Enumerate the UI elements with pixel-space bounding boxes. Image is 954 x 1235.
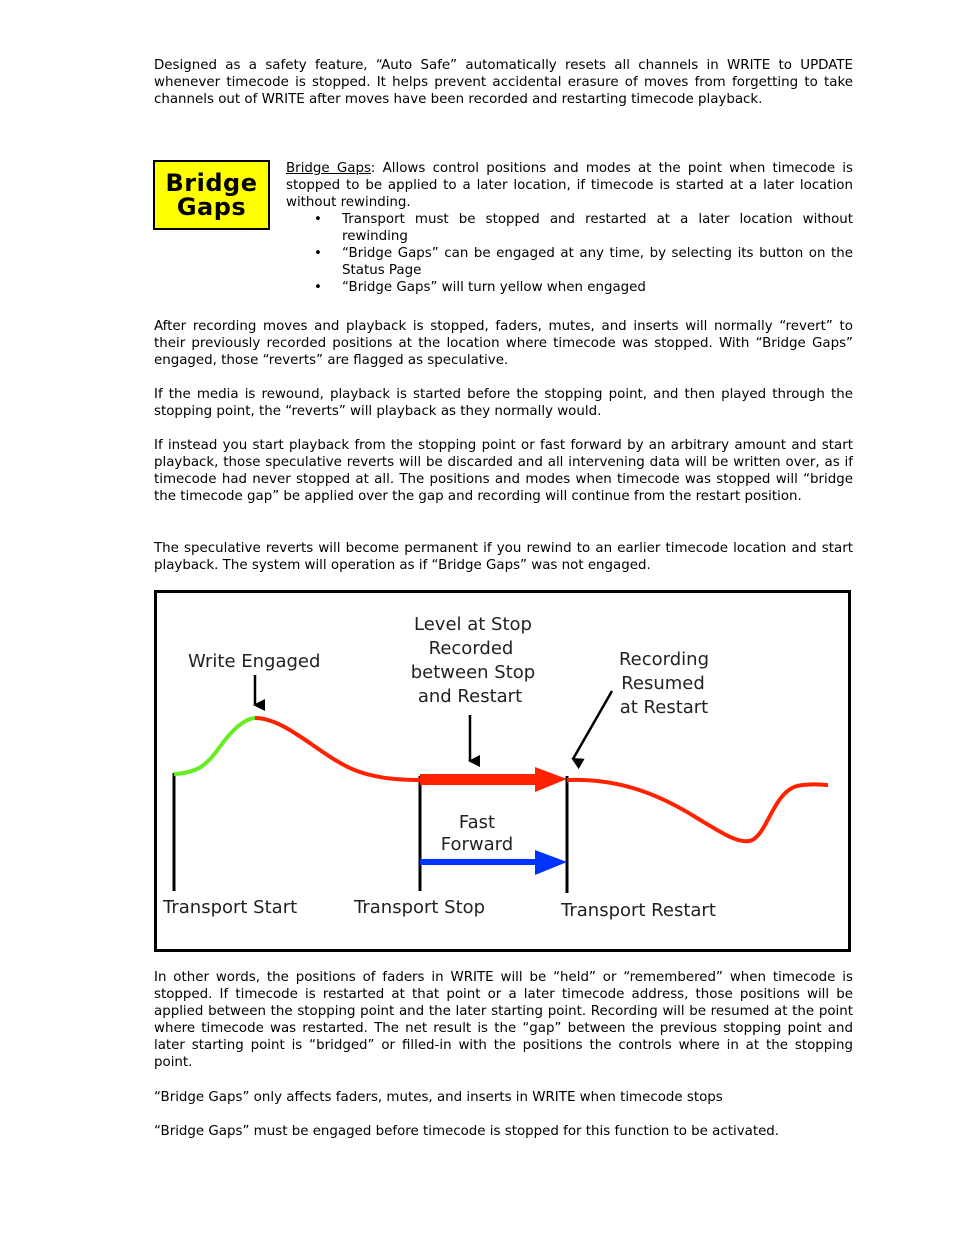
other-words-paragraph: In other words, the positions of faders in WRITE will be “held” or “remembered” when timecode is stopped. If timecode is restarted at that point or a later timecode address, those positions will be applied between the stopping point and the later starting point. Recording will be resumed at the point where timecode was restarted. The net result is the “gap” between the previous stopping point and later starting point is “bridged” or filled-in with the positions the controls where in at the stopping point. — [154, 970, 853, 1070]
resumed-curve-segment — [567, 780, 828, 841]
instead-paragraph: If instead you start playback from the stopping point or fast forward by an arbitrary amount and start playback, those speculative reverts will be discarded and all intervening data will be written over, as if timecode had never stopped at all. The positions and modes when timecode was stopped will “bridge the timecode gap” be applied over the gap and recording will continue from the restart position. — [154, 438, 853, 504]
recording-resumed-pointer — [573, 691, 612, 759]
permanent-paragraph: The speculative reverts will become permanent if you rewind to an earlier timecode location and start playback. The system will operation as if “Bridge Gaps” was not engaged. — [154, 541, 853, 573]
diagram-canvas — [157, 593, 848, 949]
bridge-gaps-description — [286, 160, 853, 211]
transport-start-label: Transport Start — [163, 897, 298, 918]
bridge-gaps-button-line1: Bridge — [165, 169, 258, 197]
list-item: • “Bridge Gaps” will turn yellow when engaged — [314, 280, 646, 295]
must-engage-paragraph: “Bridge Gaps” must be engaged before timecode is stopped for this function to be activated. — [154, 1124, 780, 1139]
bridge-gaps-term: Bridge Gaps — [286, 161, 371, 176]
bullet-icon: • — [314, 280, 322, 295]
transport-restart-label: Transport Restart — [561, 900, 716, 921]
bullet-icon: • — [314, 246, 322, 261]
list-item: • “Bridge Gaps” can be engaged at any time, by selecting its button on the Status Page — [314, 246, 853, 278]
recorded-curve-segment — [255, 718, 420, 780]
fast-forward-label-1: Fast — [458, 812, 496, 833]
level-at-stop-label-1: Level at Stop — [414, 614, 532, 635]
rewound-paragraph: If the media is rewound, playback is started before the stopping point, and then played through the stopping point, the “reverts” will playback as they normally would. — [154, 387, 853, 419]
level-at-stop-label-4: and Restart — [417, 686, 523, 707]
transport-stop-label: Transport Stop — [354, 897, 486, 918]
fast-forward-arrow-shaft — [420, 859, 538, 865]
bridge-gaps-button-line2: Gaps — [176, 193, 247, 221]
fast-forward-label-2: Forward — [440, 834, 514, 855]
write-curve-segment — [174, 718, 255, 774]
only-affects-paragraph: “Bridge Gaps” only affects faders, mutes, and inserts in WRITE when timecode stops — [154, 1090, 723, 1105]
recording-resumed-label-2: Resumed — [621, 673, 705, 694]
bridge-gaps-bullet-list — [286, 211, 853, 296]
bridge-arrow-shaft — [420, 774, 538, 785]
level-at-stop-label-2: Recorded — [428, 638, 514, 659]
bullet-icon: • — [314, 212, 322, 227]
level-at-stop-label-3: between Stop — [410, 662, 536, 683]
write-engaged-label: Write Engaged — [188, 651, 321, 672]
fast-forward-arrow-head — [535, 850, 567, 875]
bridge-gaps-button[interactable] — [153, 160, 270, 230]
list-item: • Transport must be stopped and restarted at a later location without rewinding — [314, 212, 853, 244]
bridge-arrow-head — [535, 767, 567, 792]
auto-safe-paragraph: Designed as a safety feature, “Auto Safe” automatically resets all channels in WRITE to UPDATE whenever timecode is stopped. It helps prevent accidental erasure of moves from forgetting to take channels out of WRITE after moves have been recorded and restarting timecode playback. — [154, 58, 853, 107]
bridge-gaps-definition: : Allows control positions and modes at the point when timecode is stopped to be applied to a later location, if timecode is started at a later location without rewinding. — [286, 161, 853, 210]
revert-paragraph: After recording moves and playback is stopped, faders, mutes, and inserts will normally “revert” to their previously recorded positions at the location where timecode was stopped. With “Bridge Gaps” engaged, those “reverts” are flagged as speculative. — [154, 319, 853, 368]
recording-resumed-label-3: at Restart — [619, 697, 709, 718]
bridge-gaps-diagram — [154, 590, 851, 952]
recording-resumed-label-1: Recording — [618, 649, 710, 670]
